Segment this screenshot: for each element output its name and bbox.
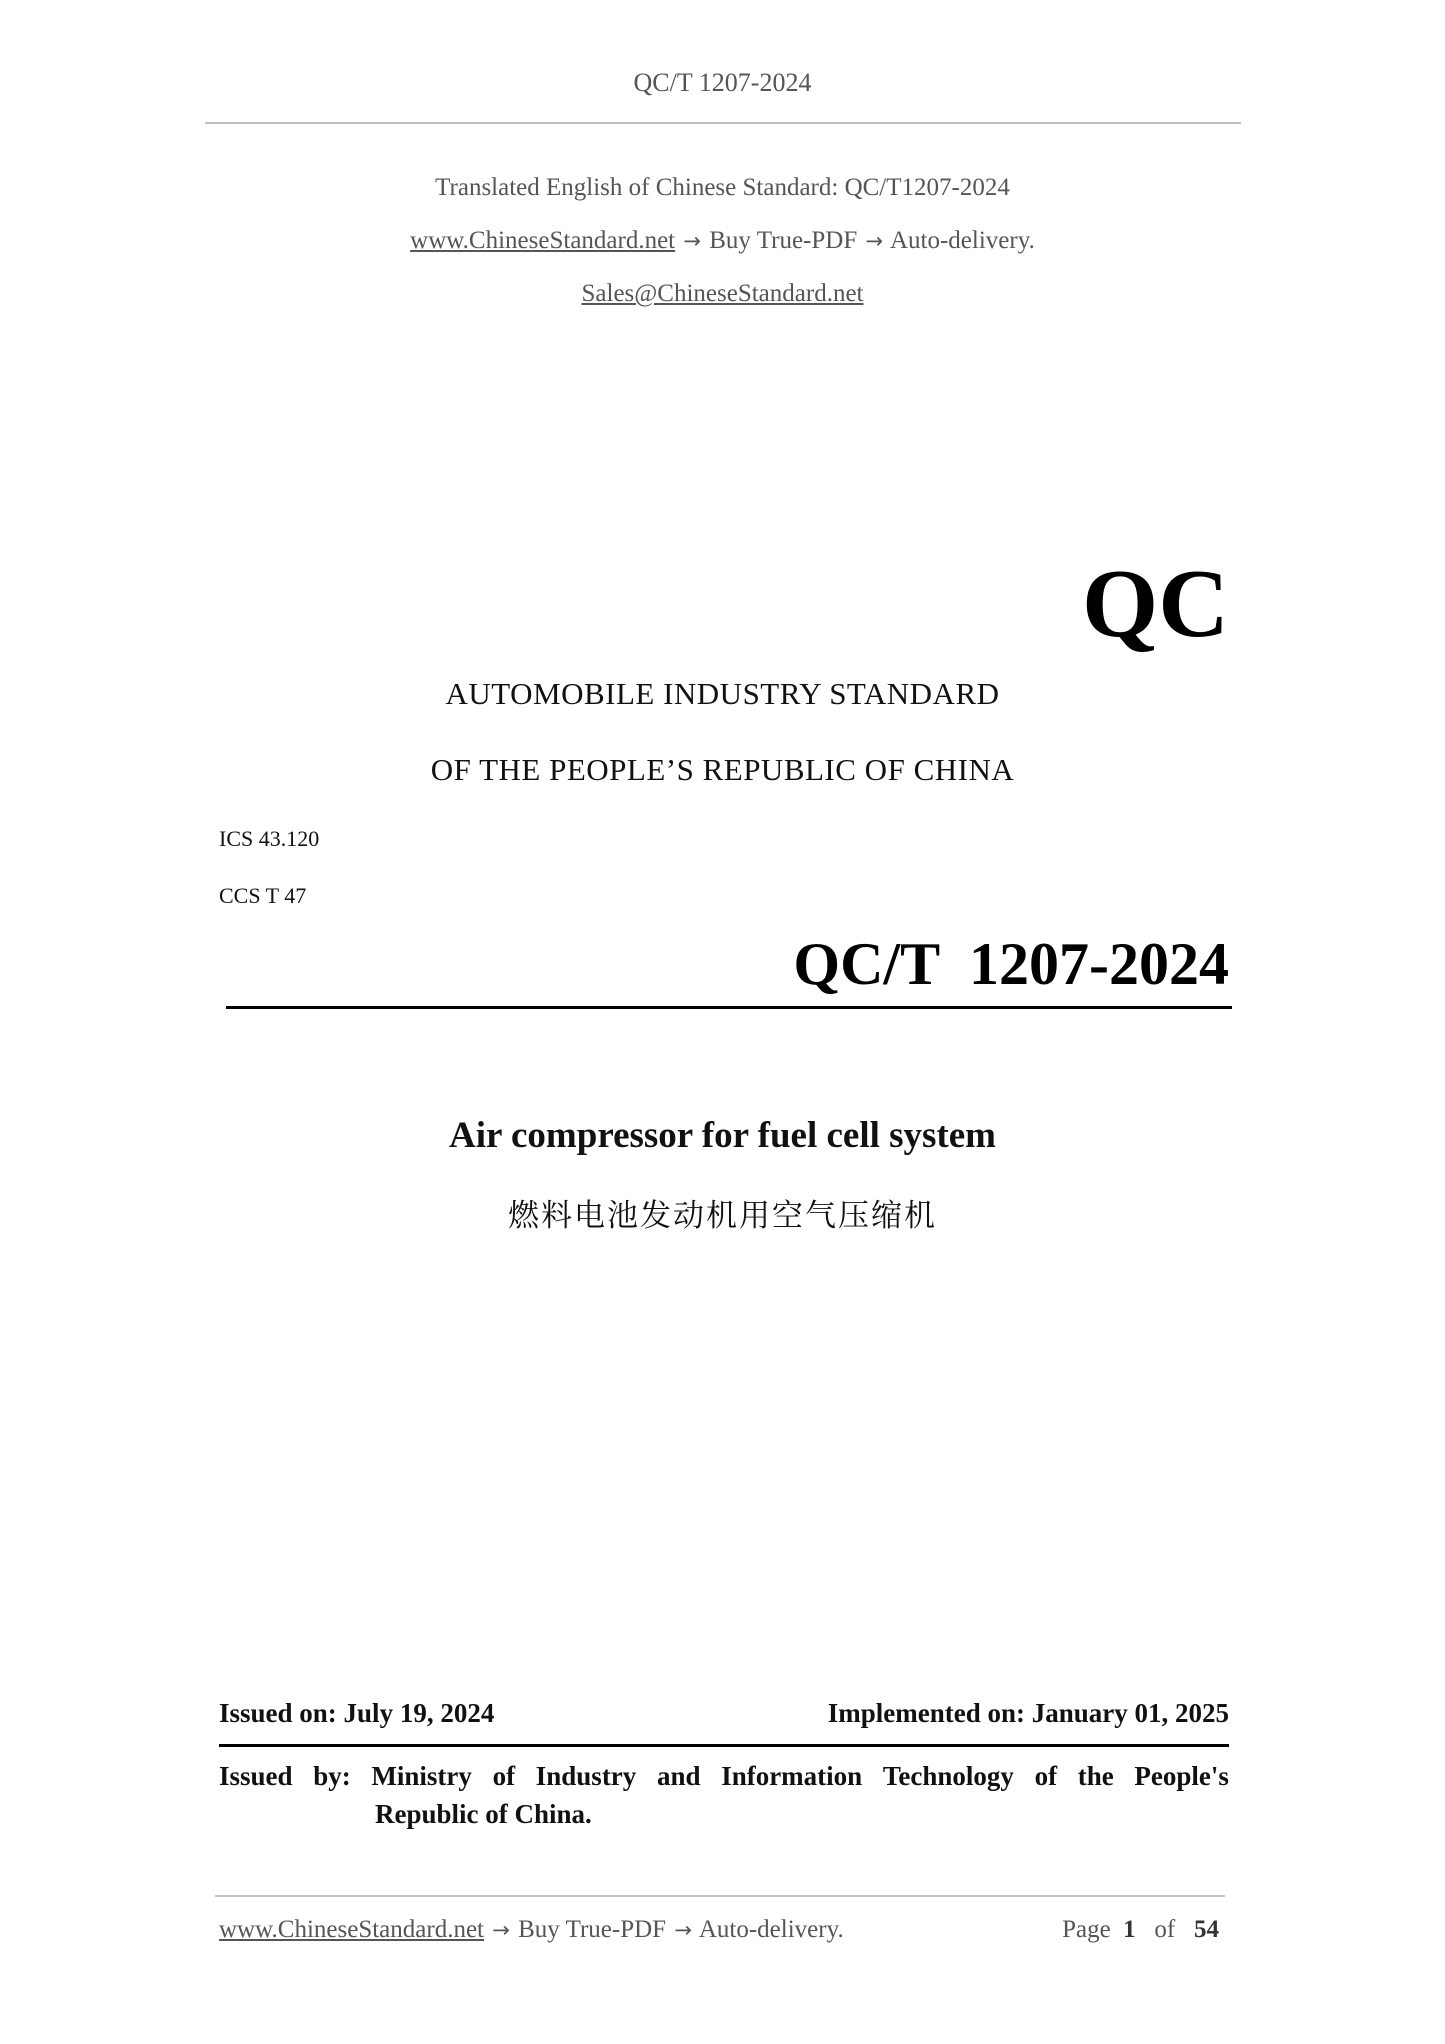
footer-divider — [215, 1895, 1225, 1897]
ics-code: ICS 43.120 — [219, 826, 320, 851]
page-total: 54 — [1194, 1916, 1219, 1943]
document-title-chinese: 燃料电池发动机用空气压缩机 — [508, 1198, 937, 1234]
ccs-code: CCS T 47 — [219, 883, 307, 908]
of-word: of — [1154, 1916, 1176, 1943]
header-divider — [205, 122, 1241, 124]
translation-notice: Translated English of Chinese Standard: QC/T1207-2024 — [435, 174, 1010, 201]
issued-on-date: Issued on: July 19, 2024 — [219, 1698, 495, 1728]
issued-by-word: the — [1077, 1761, 1114, 1791]
buy-true-pdf-text: Buy True-PDF — [709, 227, 858, 254]
issued-by-line-2: Republic of China. — [375, 1799, 592, 1829]
arrow-right-icon: → — [674, 1918, 692, 1942]
dates-divider — [219, 1744, 1229, 1747]
page-indicator — [1062, 1916, 1219, 1944]
arrow-right-icon: → — [492, 1918, 510, 1942]
footer-buy-text: Buy True-PDF — [518, 1916, 667, 1943]
footer-site-link[interactable]: www.ChineseStandard.net — [219, 1916, 484, 1943]
agency-line-2: OF THE PEOPLE’S REPUBLIC OF CHINA — [430, 752, 1015, 787]
issued-by-word: Technology — [882, 1761, 1014, 1791]
auto-delivery-text: Auto-delivery. — [889, 227, 1035, 254]
agency-line-1: AUTOMOBILE INDUSTRY STANDARD — [445, 676, 1000, 711]
purchase-line — [0, 227, 1445, 255]
running-header: QC/T 1207-2024 — [633, 68, 812, 97]
issued-by-word: Information — [721, 1761, 863, 1791]
arrow-right-icon: → — [683, 229, 701, 253]
standard-number: QC/T 1207-2024 — [793, 931, 1229, 997]
footer-purchase-line — [219, 1916, 844, 1944]
issued-by-word: of — [492, 1761, 516, 1791]
issued-by-word: People's — [1134, 1761, 1229, 1791]
issued-by-line-1 — [219, 1757, 1229, 1795]
sales-email-link[interactable]: Sales@ChineseStandard.net — [581, 280, 864, 307]
implemented-on-date: Implemented on: January 01, 2025 — [827, 1698, 1229, 1728]
page-word: Page — [1062, 1916, 1111, 1943]
issued-by-block — [219, 1757, 1229, 1833]
sales-email-line — [0, 280, 1445, 308]
issued-by-word: by: — [313, 1761, 351, 1791]
document-title-english: Air compressor for fuel cell system — [449, 1115, 996, 1156]
footer-delivery-text: Auto-delivery. — [698, 1916, 844, 1943]
title-divider — [226, 1006, 1232, 1009]
issued-by-word: Industry — [535, 1761, 637, 1791]
issued-by-word: of — [1034, 1761, 1058, 1791]
standard-logo: QC — [1082, 550, 1229, 658]
issued-by-word: Issued — [219, 1761, 293, 1791]
issued-by-word: Ministry — [371, 1761, 472, 1791]
site-link[interactable]: www.ChineseStandard.net — [410, 227, 676, 254]
arrow-right-icon: → — [865, 229, 884, 253]
page-current: 1 — [1123, 1916, 1136, 1943]
issued-by-word: and — [656, 1761, 701, 1791]
